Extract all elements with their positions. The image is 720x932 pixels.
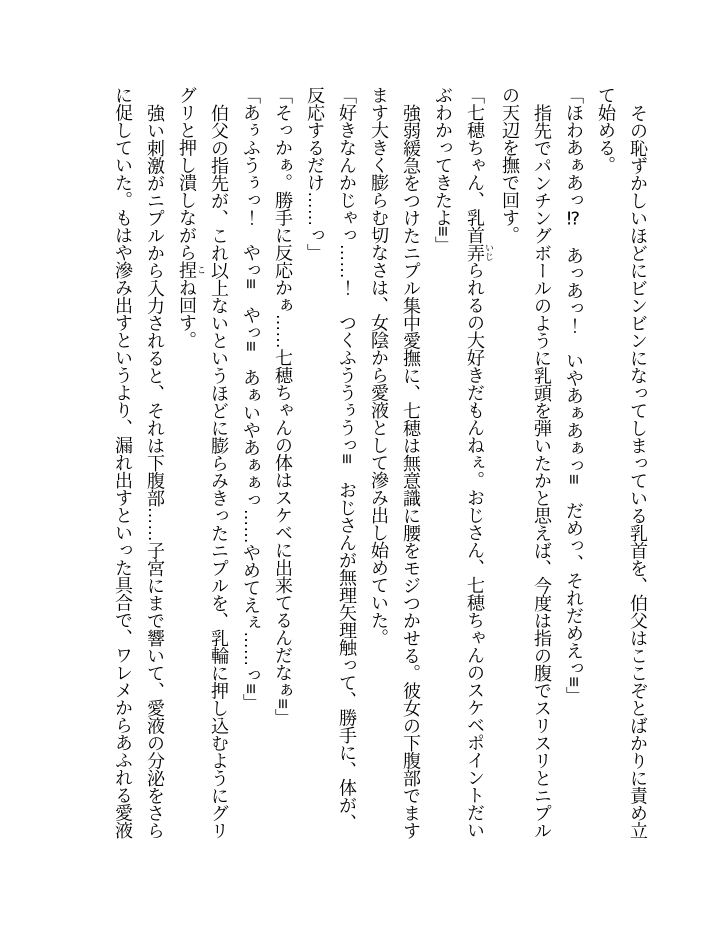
paragraph-dialogue: 「そっかぁ。勝手に反応かぁ……七穂ちゃんの体はスケベに出来てるんだなぁ≡」 bbox=[273, 86, 293, 727]
ruby-annotated-kanji: 捏 こ bbox=[177, 261, 206, 279]
paragraph-narrative: 伯父の指先が、これ以上ないというほどに膨らみきったニプルを、乳輪に押し込むようにグリグリと押し潰しながら捏 こね回す。 bbox=[177, 86, 229, 839]
paragraph-dialogue: 「七穂ちゃん、乳首弄 いじられるの大好きだもんねぇ。おじさん、七穂ちゃんのスケベポイントだいぶわかってきたよ≡」 bbox=[433, 86, 494, 839]
paragraph-dialogue: 「ほわあぁあっ⁉ あっあっ！ いやあぁあぁっ≡ だめっ、それだめえっ≡」 bbox=[564, 86, 584, 705]
novel-text-block bbox=[107, 86, 654, 848]
paragraph-dialogue: 「あぅふうぅっ！ やっ≡ やっ≡ あぁいやあぁぁっ……やめてえぇ……っ≡」 bbox=[241, 86, 261, 712]
paragraph-narrative: その恥ずかしいほどにビンビンになってしまっている乳首を、伯父はここぞとばかりに責め立て始める。 bbox=[596, 86, 648, 839]
ruby-annotated-kanji: 弄 いじ bbox=[465, 243, 494, 262]
paragraph-dialogue: 「好きなんかじゃっ……！ つくふううぅうっ≡ おじさんが無理矢理触って、勝手に、体が、反応するだけ……っ」 bbox=[305, 86, 357, 832]
paragraph-narrative: 強い刺激がニプルから入力されると、それは下腹部……子宮にまで響いて、愛液の分泌をさらに促していた。もはや滲み出すというより、漏れ出すといった具合で、ワレメからあふれる愛液 bbox=[113, 86, 165, 839]
paragraph-narrative: 指先でパンチングボールのように乳頭を弾いたかと思えば、今度は指の腹でスリスリとニプルの天辺を撫で回す。 bbox=[500, 86, 552, 839]
paragraph-narrative: 強弱緩急をつけたニプル集中愛撫に、七穂は無意識に腰をモジつかせる。彼女の下腹部でますます大きく膨らむ切なさは、女陰から愛液として滲み出し始めていた。 bbox=[369, 86, 421, 839]
